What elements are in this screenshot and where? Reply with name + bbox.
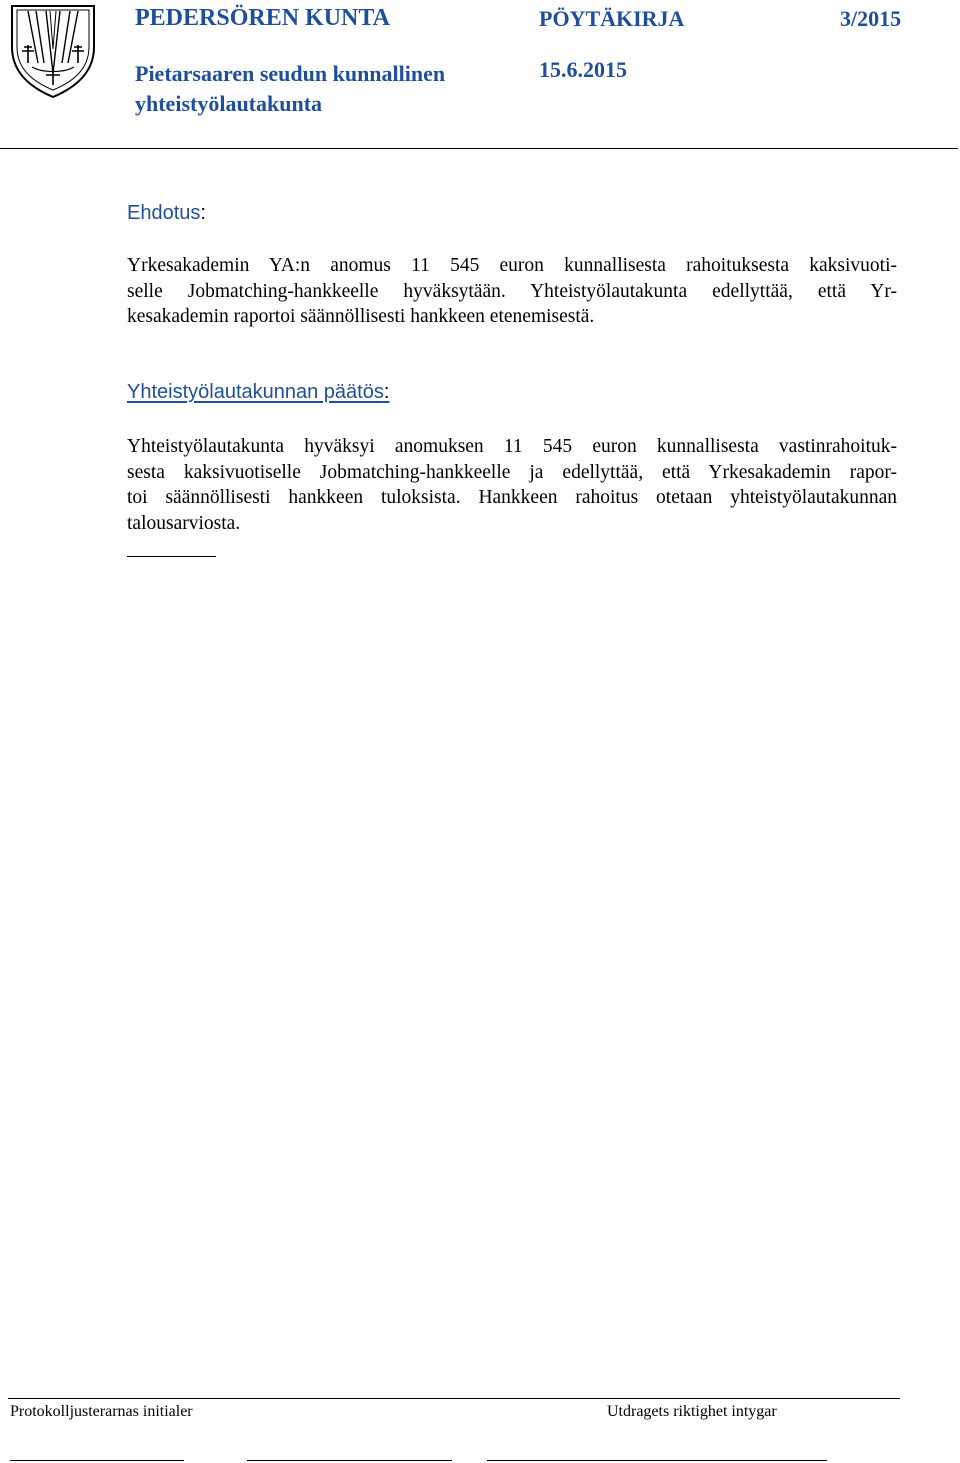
header-divider (0, 148, 958, 149)
section-end-rule (127, 556, 216, 557)
decision-line-1: Yhteistyölautakunta hyväksyi anomuksen 11 545 euron kunnallisesta vastinrahoituk- (127, 436, 897, 457)
committee-name-line1: Pietarsaaren seudun kunnallinen (135, 61, 446, 86)
decision-heading-colon: : (383, 381, 390, 403)
municipality-name: PEDERSÖREN KUNTA (135, 5, 390, 31)
proposal-heading (127, 202, 206, 225)
proposal-heading-colon: : (200, 202, 206, 224)
decision-line-2: sesta kaksivuotiselle Jobmatching-hankkeelle ja edellyttää, että Yrkesakademin rapor- (127, 461, 897, 483)
footer-certification-label: Utdragets riktighet intygar (607, 1403, 777, 1420)
proposal-line-3: kesakademin raportoi säännöllisesti hankkeen etenemisestä. (127, 306, 595, 327)
proposal-text (127, 253, 897, 330)
signature-line-2 (247, 1460, 452, 1461)
document-number: 3/2015 (840, 6, 902, 31)
committee-name-line2: yhteistyölautakunta (135, 91, 323, 116)
signature-line-3 (487, 1460, 827, 1461)
decision-text (127, 434, 897, 536)
decision-line-4: talousarviosta. (127, 512, 241, 534)
decision-heading (127, 381, 389, 404)
footer-initials-label: Protokolljusterarnas initialer (10, 1403, 193, 1420)
footer-rule (8, 1398, 900, 1399)
decision-heading-text: Yhteistyölautakunnan päätös (127, 381, 384, 403)
decision-line-3: toi säännöllisesti hankkeen tuloksista. Hankkeen rahoitus otetaan yhteistyölautakunnan (127, 487, 897, 508)
meeting-date: 15.6.2015 (539, 57, 627, 82)
document-type: PÖYTÄKIRJA (539, 6, 685, 31)
coat-of-arms-logo (8, 3, 98, 99)
signature-line-1 (10, 1460, 184, 1461)
proposal-line-1: Yrkesakademin YA:n anomus 11 545 euron kunnallisesta rahoituksesta kaksivuoti- (127, 255, 897, 276)
proposal-line-2: selle Jobmatching-hankkeelle hyväksytään. Yhteistyölautakunta edellyttää, että Yr- (127, 280, 897, 302)
proposal-heading-text: Ehdotus (127, 202, 201, 224)
